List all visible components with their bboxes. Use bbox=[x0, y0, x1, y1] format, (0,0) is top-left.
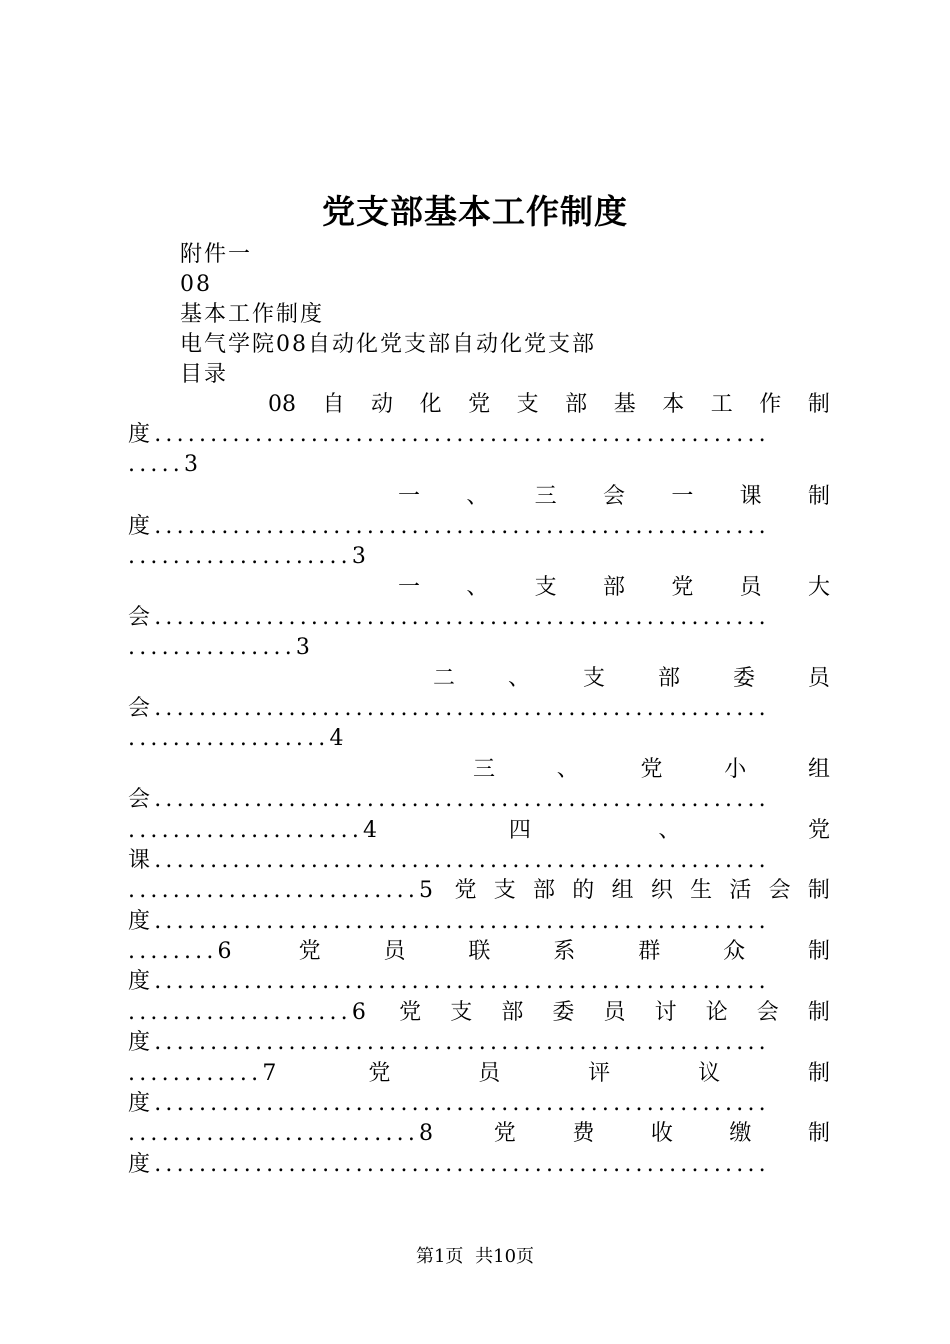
toc-segment: 组 bbox=[611, 878, 634, 903]
toc-segment: 活 bbox=[729, 878, 752, 903]
toc-segment: 度....................................................... bbox=[128, 1152, 770, 1177]
toc-line bbox=[128, 450, 830, 480]
toc-segment: 党 bbox=[298, 939, 321, 964]
toc-segment: 制 bbox=[807, 1000, 830, 1025]
toc-segment: 收 bbox=[650, 1121, 673, 1146]
intro-line: 基本工作制度 bbox=[180, 302, 325, 327]
toc-segment: 本 bbox=[662, 392, 685, 417]
toc-segment: 制 bbox=[807, 1061, 830, 1086]
toc-segment: 的 bbox=[572, 878, 595, 903]
toc-line bbox=[128, 785, 830, 815]
toc-segment: 系 bbox=[553, 939, 576, 964]
toc-segment: 评 bbox=[588, 1061, 611, 1086]
toc-segment: 工 bbox=[710, 392, 733, 417]
toc-line bbox=[128, 1028, 830, 1058]
page-number: 第1页 bbox=[415, 1246, 464, 1267]
toc-segment: 党 bbox=[671, 575, 694, 600]
toc-segment: 支 bbox=[516, 392, 539, 417]
toc-segment: ...............3 bbox=[128, 635, 315, 660]
toc-segment: 党 bbox=[493, 1121, 516, 1146]
page-total: 共10页 bbox=[475, 1246, 535, 1267]
toc-segment: 支 bbox=[450, 1000, 473, 1025]
toc-segment: 08 bbox=[268, 392, 296, 417]
toc-segment: 缴 bbox=[729, 1121, 752, 1146]
toc-segment: 、 bbox=[507, 666, 530, 691]
toc-segment: 二 bbox=[433, 666, 456, 691]
toc-segment: 自 bbox=[322, 392, 345, 417]
toc-segment: 度....................................................... bbox=[128, 969, 770, 994]
intro-line: 电气学院08自动化党支部自动化党支部 bbox=[180, 332, 596, 357]
toc-segment: ....................3 bbox=[128, 544, 371, 569]
toc-segment: 党 bbox=[454, 878, 477, 903]
toc-segment: 党 bbox=[468, 392, 491, 417]
toc-segment: 度....................................................... bbox=[128, 1091, 770, 1116]
toc-segment: 动 bbox=[371, 392, 394, 417]
toc-segment: 三 bbox=[473, 757, 496, 782]
toc-line bbox=[128, 694, 830, 724]
toc-segment: 讨 bbox=[654, 1000, 677, 1025]
toc-segment: 度....................................................... bbox=[128, 909, 770, 934]
toc-segment: 委 bbox=[732, 666, 755, 691]
toc-segment: 联 bbox=[468, 939, 491, 964]
toc-segment: .....3 bbox=[128, 452, 203, 477]
toc-segment: 一 bbox=[398, 484, 421, 509]
toc-segment: 会....................................................... bbox=[128, 696, 770, 721]
toc-line bbox=[128, 512, 830, 542]
toc-segment: 员 bbox=[478, 1061, 501, 1086]
toc-line bbox=[128, 603, 830, 633]
toc-segment: ..................4 bbox=[128, 726, 348, 751]
toc-line bbox=[268, 390, 830, 420]
toc-line bbox=[128, 1119, 830, 1149]
toc-segment: 部 bbox=[533, 878, 556, 903]
toc-line bbox=[128, 1150, 830, 1180]
toc-segment: 会 bbox=[756, 1000, 779, 1025]
toc-line bbox=[128, 967, 830, 997]
toc-segment: 课 bbox=[739, 484, 762, 509]
toc-segment: 委 bbox=[552, 1000, 575, 1025]
toc-segment: 会 bbox=[768, 878, 791, 903]
toc-segment: 部 bbox=[602, 575, 625, 600]
toc-segment: ....................6 bbox=[128, 1000, 371, 1025]
toc-segment: 三 bbox=[534, 484, 557, 509]
toc-segment: 会 bbox=[602, 484, 625, 509]
toc-segment: 度....................................................... bbox=[128, 514, 770, 539]
toc-segment: 员 bbox=[603, 1000, 626, 1025]
toc-line bbox=[128, 907, 830, 937]
toc-segment: 会....................................................... bbox=[128, 787, 770, 812]
toc-line bbox=[128, 633, 830, 663]
toc-segment: 制 bbox=[807, 484, 830, 509]
toc-segment: 四 bbox=[508, 818, 531, 843]
toc-segment: .....................4 bbox=[128, 818, 382, 843]
intro-line: 08 bbox=[180, 272, 212, 297]
toc-segment: 员 bbox=[739, 575, 762, 600]
toc-segment: 众 bbox=[723, 939, 746, 964]
toc-segment: ..........................5 bbox=[128, 878, 438, 903]
toc-line bbox=[128, 542, 830, 572]
toc-segment: 党 bbox=[368, 1061, 391, 1086]
toc-segment: 基 bbox=[613, 392, 636, 417]
toc-segment: 费 bbox=[572, 1121, 595, 1146]
toc-segment: 制 bbox=[807, 939, 830, 964]
intro-line: 附件一 bbox=[180, 242, 253, 267]
toc-segment: ........6 bbox=[128, 939, 236, 964]
toc-segment: 制 bbox=[807, 392, 830, 417]
toc-line bbox=[433, 664, 830, 694]
toc-segment: 、 bbox=[658, 818, 681, 843]
toc-segment: 作 bbox=[759, 392, 782, 417]
toc-segment: ..........................8 bbox=[128, 1121, 438, 1146]
toc-segment: 、 bbox=[556, 757, 579, 782]
toc-line bbox=[128, 876, 830, 906]
toc-segment: 党 bbox=[807, 818, 830, 843]
toc-line bbox=[128, 937, 830, 967]
toc-segment: 一 bbox=[398, 575, 421, 600]
toc-segment: 部 bbox=[565, 392, 588, 417]
toc-segment: 制 bbox=[807, 1121, 830, 1146]
toc-segment: 一 bbox=[671, 484, 694, 509]
toc-line bbox=[128, 420, 830, 450]
toc-segment: 会....................................................... bbox=[128, 605, 770, 630]
intro-line: 目录 bbox=[180, 362, 229, 387]
toc-segment: 度....................................................... bbox=[128, 422, 770, 447]
toc-segment: ............7 bbox=[128, 1061, 281, 1086]
toc-segment: 员 bbox=[383, 939, 406, 964]
toc-segment: 组 bbox=[807, 757, 830, 782]
toc-line bbox=[473, 755, 830, 785]
toc-line bbox=[128, 724, 830, 754]
toc-segment: 制 bbox=[807, 878, 830, 903]
toc-line bbox=[128, 998, 830, 1028]
toc-line bbox=[128, 1089, 830, 1119]
toc-segment: 化 bbox=[419, 392, 442, 417]
toc-line bbox=[128, 1059, 830, 1089]
toc-segment: 支 bbox=[493, 878, 516, 903]
toc-segment: 党 bbox=[640, 757, 663, 782]
toc-segment: 党 bbox=[399, 1000, 422, 1025]
toc-segment: 小 bbox=[724, 757, 747, 782]
toc-line bbox=[398, 573, 830, 603]
toc-line bbox=[398, 482, 830, 512]
toc-segment: 部 bbox=[657, 666, 680, 691]
toc-segment: 论 bbox=[705, 1000, 728, 1025]
toc-segment: 生 bbox=[690, 878, 713, 903]
toc-segment: 议 bbox=[698, 1061, 721, 1086]
toc-segment: 、 bbox=[466, 575, 489, 600]
toc-segment: 度....................................................... bbox=[128, 1030, 770, 1055]
toc-segment: 员 bbox=[807, 666, 830, 691]
toc-segment: 部 bbox=[501, 1000, 524, 1025]
document-title: 党支部基本工作制度 bbox=[322, 192, 628, 231]
toc-segment: 支 bbox=[582, 666, 605, 691]
toc-line bbox=[128, 816, 830, 846]
toc-segment: 、 bbox=[466, 484, 489, 509]
toc-segment: 课....................................................... bbox=[128, 848, 770, 873]
toc-segment: 群 bbox=[638, 939, 661, 964]
toc-line bbox=[128, 846, 830, 876]
page-footer bbox=[0, 1242, 950, 1268]
toc-segment: 支 bbox=[534, 575, 557, 600]
toc-segment: 大 bbox=[807, 575, 830, 600]
toc-segment: 织 bbox=[650, 878, 673, 903]
